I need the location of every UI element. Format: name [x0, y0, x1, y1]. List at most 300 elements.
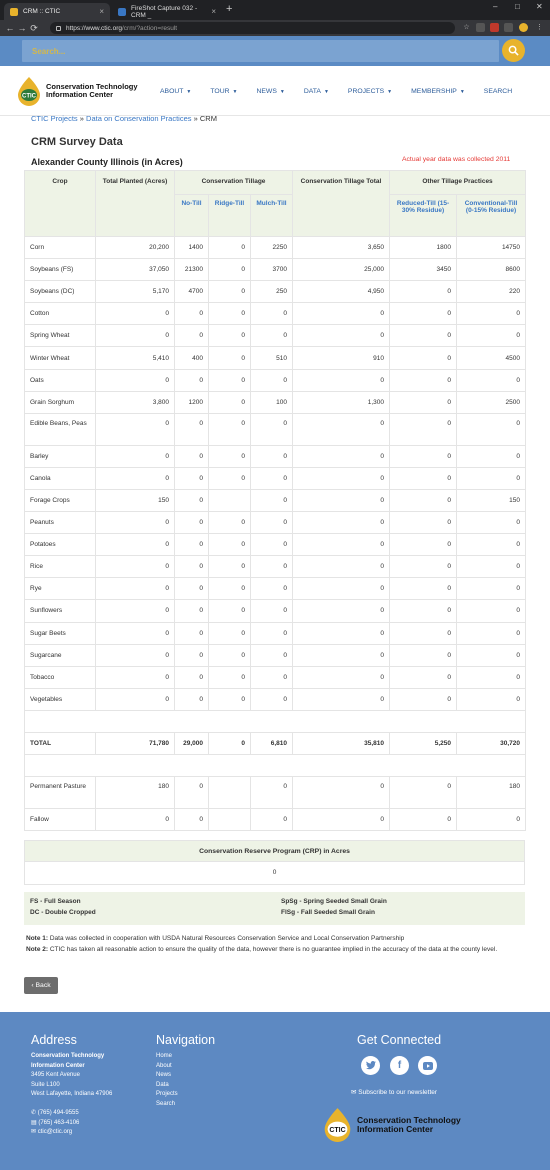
ctic-logo-icon[interactable] — [16, 76, 42, 106]
header-crop: Crop — [25, 171, 96, 237]
value-cell: 0 — [293, 467, 390, 489]
menu-icon[interactable]: ⋮ — [536, 24, 543, 31]
value-cell: 0 — [390, 578, 457, 600]
value-cell: 180 — [96, 776, 175, 808]
value-cell: 0 — [457, 644, 526, 666]
value-cell: 6,810 — [251, 732, 293, 754]
value-cell: 0 — [293, 325, 390, 347]
value-cell: 0 — [209, 600, 251, 622]
value-cell: 0 — [390, 413, 457, 445]
footer-link-home[interactable]: Home — [156, 1053, 173, 1059]
value-cell: 0 — [293, 622, 390, 644]
address-bar[interactable] — [50, 22, 455, 34]
value-cell: 0 — [209, 325, 251, 347]
value-cell: 220 — [457, 281, 526, 303]
close-window-icon[interactable]: ✕ — [536, 2, 543, 11]
search-icon — [508, 45, 519, 56]
value-cell: 0 — [209, 467, 251, 489]
chevron-down-icon: ▼ — [279, 88, 285, 95]
value-cell: 0 — [457, 622, 526, 644]
chevron-down-icon: ▼ — [186, 88, 192, 95]
crop-cell: Rye — [25, 578, 96, 600]
chevron-down-icon: ▼ — [232, 88, 238, 95]
minimize-icon[interactable]: – — [493, 2, 498, 11]
crop-cell: Spring Wheat — [25, 325, 96, 347]
spacer-row — [25, 754, 526, 776]
close-tab-icon[interactable]: × — [99, 7, 104, 16]
value-cell: 0 — [251, 622, 293, 644]
value-cell: 0 — [251, 644, 293, 666]
nav-projects[interactable]: PROJECTS ▼ — [347, 87, 393, 95]
value-cell: 0 — [457, 369, 526, 391]
value-cell: 0 — [209, 259, 251, 281]
table-row — [25, 391, 526, 413]
breadcrumb-ctic-projects[interactable]: CTIC Projects — [31, 114, 78, 123]
value-cell: 0 — [390, 347, 457, 369]
value-cell: 510 — [251, 347, 293, 369]
value-cell: 0 — [251, 578, 293, 600]
legend-box — [24, 892, 525, 925]
page-subtitle: Alexander County Illinois (in Acres) — [31, 157, 183, 167]
value-cell: 0 — [96, 325, 175, 347]
value-cell: 37,050 — [96, 259, 175, 281]
value-cell: 21300 — [175, 259, 209, 281]
value-cell: 0 — [209, 445, 251, 467]
value-cell: 0 — [293, 556, 390, 578]
value-cell: 20,200 — [96, 237, 175, 259]
site-footer — [0, 1012, 550, 1170]
value-cell: 0 — [251, 556, 293, 578]
value-cell: 0 — [457, 445, 526, 467]
star-icon[interactable]: ☆ — [463, 24, 470, 31]
value-cell: 0 — [251, 489, 293, 511]
footer-address-heading: Address — [31, 1033, 77, 1047]
footer-contact — [31, 1109, 79, 1138]
value-cell: 0 — [457, 600, 526, 622]
value-cell: 30,720 — [457, 732, 526, 754]
value-cell: 0 — [251, 413, 293, 445]
breadcrumb: CTIC Projects » Data on Conservation Practices » CRM — [31, 114, 217, 123]
value-cell: 0 — [293, 369, 390, 391]
crop-cell: Cotton — [25, 303, 96, 325]
footer-logo-text: Conservation Technology Information Center — [357, 1115, 461, 1134]
search-strip — [0, 36, 550, 66]
value-cell: 0 — [293, 489, 390, 511]
value-cell: 4500 — [457, 347, 526, 369]
crp-value: 0 — [272, 869, 277, 876]
value-cell: 0 — [175, 325, 209, 347]
value-cell: 0 — [209, 556, 251, 578]
spacer-row — [25, 710, 526, 732]
envelope-icon: ✉ — [351, 1089, 357, 1096]
legend-fs: FS - Full Season — [30, 898, 81, 905]
legend-spsg: SpSg - Spring Seeded Small Grain — [281, 898, 387, 905]
table-row — [25, 644, 526, 666]
value-cell: 0 — [96, 369, 175, 391]
reload-icon[interactable]: ⟳ — [30, 22, 38, 33]
value-cell: 0 — [175, 303, 209, 325]
value-cell: 0 — [251, 369, 293, 391]
value-cell: 0 — [209, 688, 251, 710]
nav-tour[interactable]: TOUR ▼ — [210, 87, 238, 95]
nav-data[interactable]: DATA ▼ — [303, 87, 329, 95]
header-no-till: No-Till — [175, 195, 209, 237]
nav-about[interactable]: ABOUT ▼ — [160, 87, 192, 95]
value-cell: 0 — [209, 644, 251, 666]
value-cell: 0 — [96, 644, 175, 666]
value-cell: 1400 — [175, 237, 209, 259]
value-cell: 0 — [96, 622, 175, 644]
crop-cell: Sunflowers — [25, 600, 96, 622]
value-cell: 0 — [175, 512, 209, 534]
browser-tab-active[interactable] — [4, 3, 110, 20]
value-cell: 0 — [175, 413, 209, 445]
value-cell: 0 — [96, 445, 175, 467]
value-cell: 0 — [209, 347, 251, 369]
fireshot-favicon-icon — [118, 8, 126, 16]
crop-cell: Grain Sorghum — [25, 391, 96, 413]
crop-cell: TOTAL — [25, 732, 96, 754]
table-row — [25, 578, 526, 600]
value-cell: 0 — [209, 578, 251, 600]
value-cell: 0 — [251, 776, 293, 808]
footer-nav-heading: Navigation — [156, 1033, 216, 1047]
browser-toolbar — [0, 20, 550, 36]
value-cell: 0 — [96, 467, 175, 489]
crp-title: Conservation Reserve Program (CRP) in Acres — [25, 841, 524, 862]
extension-icon[interactable] — [504, 23, 513, 32]
twitter-icon[interactable] — [361, 1056, 380, 1075]
value-cell: 0 — [293, 413, 390, 445]
value-cell: 0 — [96, 600, 175, 622]
crop-cell: Peanuts — [25, 512, 96, 534]
value-cell: 0 — [390, 776, 457, 808]
value-cell: 0 — [251, 445, 293, 467]
value-cell: 0 — [390, 666, 457, 688]
value-cell: 0 — [96, 413, 175, 445]
header-cons-tillage-total: Conservation Tillage Total — [293, 171, 390, 237]
url-host: https://www.ctic.org — [66, 24, 122, 32]
table-row — [25, 281, 526, 303]
header-ridge-till: Ridge-Till — [209, 195, 251, 237]
spacer-cell — [25, 710, 526, 732]
value-cell: 0 — [175, 578, 209, 600]
value-cell: 0 — [96, 303, 175, 325]
value-cell: 0 — [175, 556, 209, 578]
crop-cell: Winter Wheat — [25, 347, 96, 369]
total-row — [25, 732, 526, 754]
footer-link-data[interactable]: Data — [156, 1081, 169, 1088]
value-cell: 0 — [293, 578, 390, 600]
value-cell: 5,250 — [390, 732, 457, 754]
value-cell: 0 — [457, 303, 526, 325]
fax-icon: ▤ — [31, 1119, 37, 1126]
value-cell: 14750 — [457, 237, 526, 259]
table-row — [25, 347, 526, 369]
footer-connect-heading: Get Connected — [357, 1033, 442, 1047]
value-cell: 3,650 — [293, 237, 390, 259]
crm-data-table — [24, 170, 526, 831]
value-cell: 29,000 — [175, 732, 209, 754]
header-total-planted: Total Planted (Acres) — [96, 171, 175, 237]
value-cell: 0 — [390, 600, 457, 622]
chevron-down-icon: ▼ — [387, 88, 393, 95]
value-cell: 0 — [390, 556, 457, 578]
crop-cell: Corn — [25, 237, 96, 259]
value-cell: 0 — [457, 578, 526, 600]
value-cell: 0 — [209, 534, 251, 556]
value-cell: 400 — [175, 347, 209, 369]
chevron-down-icon: ▼ — [323, 88, 329, 95]
value-cell: 8600 — [457, 259, 526, 281]
table-row — [25, 666, 526, 688]
ctic-favicon-icon — [10, 8, 18, 16]
value-cell: 0 — [390, 622, 457, 644]
search-input[interactable] — [22, 40, 499, 62]
crop-cell: Fallow — [25, 808, 96, 830]
table-body — [25, 237, 526, 831]
value-cell: 0 — [251, 534, 293, 556]
value-cell: 0 — [293, 776, 390, 808]
value-cell: 0 — [251, 600, 293, 622]
value-cell: 1200 — [175, 391, 209, 413]
footer-link-news[interactable]: News — [156, 1072, 172, 1078]
footer-ctic-logo-icon — [322, 1107, 353, 1142]
crop-cell: Barley — [25, 445, 96, 467]
value-cell: 0 — [390, 391, 457, 413]
value-cell — [209, 776, 251, 808]
footer-address: Conservation Technology Information Center 3495 Kent Avenue Suite L100 West Lafayette, Indiana 47906 — [31, 1053, 113, 1097]
value-cell: 3700 — [251, 259, 293, 281]
crop-cell: Sugar Beets — [25, 622, 96, 644]
table-row — [25, 445, 526, 467]
fax-row: ▤ (765) 463-4106 — [31, 1119, 80, 1126]
value-cell: 0 — [390, 808, 457, 830]
table-row — [25, 688, 526, 710]
value-cell: 0 — [209, 732, 251, 754]
page-title: CRM Survey Data — [31, 136, 123, 148]
table-row — [25, 237, 526, 259]
value-cell: 0 — [251, 808, 293, 830]
back-button[interactable]: ‹ Back — [24, 977, 58, 994]
value-cell: 0 — [457, 808, 526, 830]
value-cell: 1,300 — [293, 391, 390, 413]
footer-link-search[interactable]: Search — [156, 1100, 176, 1107]
value-cell: 0 — [96, 578, 175, 600]
value-cell: 0 — [457, 534, 526, 556]
value-cell: 2500 — [457, 391, 526, 413]
value-cell: 5,170 — [96, 281, 175, 303]
table-row — [25, 808, 526, 830]
value-cell: 0 — [293, 666, 390, 688]
nav-membership[interactable]: MEMBERSHIP ▼ — [411, 87, 465, 95]
crop-cell: Permanent Pasture — [25, 776, 96, 808]
value-cell: 0 — [251, 303, 293, 325]
value-cell: 0 — [390, 688, 457, 710]
value-cell: 0 — [175, 445, 209, 467]
value-cell: 100 — [251, 391, 293, 413]
site-name-line1: Conservation Technology — [46, 82, 138, 91]
value-cell: 0 — [96, 666, 175, 688]
data-year-note: Actual year data was collected 2011 — [402, 156, 511, 163]
tab-title: FireShot Capture 032 - CRM _ — [131, 4, 198, 19]
site-name[interactable] — [46, 83, 138, 99]
value-cell: 0 — [209, 391, 251, 413]
crop-cell: Edible Beans, Peas — [25, 413, 96, 445]
value-cell: 0 — [390, 644, 457, 666]
browser-tab-bar — [0, 0, 550, 20]
chevron-left-icon: ‹ — [31, 982, 36, 989]
value-cell: 0 — [251, 325, 293, 347]
value-cell: 1800 — [390, 237, 457, 259]
value-cell: 0 — [457, 467, 526, 489]
value-cell: 0 — [293, 512, 390, 534]
crop-cell: Vegetables — [25, 688, 96, 710]
value-cell: 0 — [293, 808, 390, 830]
table-row — [25, 512, 526, 534]
value-cell: 71,780 — [96, 732, 175, 754]
extension-icon[interactable] — [490, 23, 499, 32]
newsletter-link[interactable]: ✉ Subscribe to our newsletter — [351, 1089, 438, 1096]
legend-dc: DC - Double Cropped — [30, 909, 96, 916]
value-cell: 0 — [293, 445, 390, 467]
value-cell: 0 — [251, 512, 293, 534]
logo-text: CTIC — [329, 1127, 346, 1135]
legend-flsg: FlSg - Fall Seeded Small Grain — [281, 909, 375, 916]
nav-search[interactable]: SEARCH — [483, 87, 513, 95]
value-cell: 250 — [251, 281, 293, 303]
value-cell: 0 — [390, 467, 457, 489]
value-cell: 0 — [457, 666, 526, 688]
crop-cell: Oats — [25, 369, 96, 391]
value-cell: 0 — [293, 688, 390, 710]
value-cell: 150 — [96, 489, 175, 511]
footer-link-projects[interactable]: Projects — [156, 1091, 178, 1097]
value-cell: 0 — [209, 413, 251, 445]
table-row — [25, 600, 526, 622]
footer-link-about[interactable]: About — [156, 1062, 172, 1069]
site-name-line2: Information Center — [46, 90, 114, 99]
facebook-icon[interactable]: f — [390, 1056, 409, 1075]
note-1: Note 1: Data was collected in cooperation with USDA Natural Resources Conservation Service and Local Conservation Partnership — [26, 935, 405, 942]
logo-text: CTIC — [22, 93, 36, 100]
value-cell: 0 — [390, 303, 457, 325]
header-other-tillage: Other Tillage Practices — [390, 171, 526, 195]
crop-cell: Soybeans (DC) — [25, 281, 96, 303]
value-cell: 910 — [293, 347, 390, 369]
browser-tab[interactable] — [112, 3, 222, 20]
search-button[interactable] — [502, 39, 525, 62]
email-row[interactable]: ✉ ctic@ctic.org — [31, 1129, 73, 1135]
value-cell: 0 — [457, 688, 526, 710]
phone-icon: ✆ — [31, 1110, 37, 1116]
value-cell: 0 — [457, 556, 526, 578]
value-cell: 180 — [457, 776, 526, 808]
value-cell — [209, 489, 251, 511]
main-nav — [160, 66, 531, 116]
value-cell: 0 — [209, 237, 251, 259]
table-row — [25, 413, 526, 445]
value-cell: 0 — [209, 303, 251, 325]
header-reduced-till: Reduced-Till (15-30% Residue) — [390, 195, 457, 237]
value-cell: 0 — [175, 666, 209, 688]
nav-news[interactable]: NEWS ▼ — [256, 87, 285, 95]
table-row — [25, 556, 526, 578]
value-cell: 0 — [175, 467, 209, 489]
header-conservation-tillage: Conservation Tillage — [175, 171, 293, 195]
value-cell: 0 — [390, 534, 457, 556]
table-row — [25, 622, 526, 644]
new-tab-icon[interactable]: + — [226, 3, 233, 15]
tab-title: CRM :: CTIC — [23, 8, 61, 15]
crop-cell: Canola — [25, 467, 96, 489]
youtube-icon[interactable] — [418, 1056, 437, 1075]
value-cell: 0 — [390, 512, 457, 534]
value-cell: 0 — [390, 489, 457, 511]
lock-icon — [56, 26, 61, 31]
value-cell: 0 — [175, 534, 209, 556]
value-cell: 0 — [175, 369, 209, 391]
back-arrow-icon[interactable]: ← — [5, 23, 15, 33]
spacer-cell — [25, 754, 526, 776]
value-cell: 0 — [175, 688, 209, 710]
value-cell: 0 — [390, 325, 457, 347]
value-cell: 0 — [251, 688, 293, 710]
value-cell: 0 — [175, 776, 209, 808]
profile-avatar[interactable] — [519, 23, 528, 32]
forward-arrow-icon[interactable]: → — [17, 23, 27, 33]
value-cell: 0 — [457, 512, 526, 534]
value-cell: 0 — [96, 688, 175, 710]
maximize-icon[interactable]: □ — [515, 2, 520, 11]
value-cell: 0 — [251, 467, 293, 489]
note-2: Note 2: CTIC has taken all reasonable action to ensure the quality of the data, however there is no guarantee implied in the accuracy of the data at the county level. — [26, 946, 498, 953]
value-cell: 35,810 — [293, 732, 390, 754]
table-row — [25, 303, 526, 325]
value-cell: 0 — [293, 644, 390, 666]
table-row — [25, 369, 526, 391]
table-row — [25, 259, 526, 281]
value-cell: 0 — [251, 666, 293, 688]
value-cell: 0 — [96, 534, 175, 556]
value-cell: 0 — [390, 281, 457, 303]
value-cell: 3,800 — [96, 391, 175, 413]
table-row — [25, 534, 526, 556]
crop-cell: Sugarcane — [25, 644, 96, 666]
value-cell: 150 — [457, 489, 526, 511]
value-cell: 0 — [209, 512, 251, 534]
crop-cell: Tobacco — [25, 666, 96, 688]
close-tab-icon[interactable]: × — [211, 7, 216, 16]
envelope-icon: ✉ — [31, 1129, 37, 1135]
value-cell: 25,000 — [293, 259, 390, 281]
url-path: /crm/?action=result — [122, 24, 178, 32]
value-cell: 0 — [175, 644, 209, 666]
crop-cell: Potatoes — [25, 534, 96, 556]
notes — [26, 934, 521, 955]
value-cell: 0 — [96, 808, 175, 830]
value-cell: 5,410 — [96, 347, 175, 369]
breadcrumb-data-practices[interactable]: Data on Conservation Practices — [86, 114, 192, 123]
breadcrumb-current: CRM — [199, 114, 217, 123]
value-cell: 0 — [96, 556, 175, 578]
value-cell: 2250 — [251, 237, 293, 259]
value-cell: 0 — [175, 622, 209, 644]
table-row — [25, 776, 526, 808]
extension-icon[interactable] — [476, 23, 485, 32]
phone-row[interactable]: ✆ (765) 494-9555 — [31, 1110, 79, 1116]
crop-cell: Forage Crops — [25, 489, 96, 511]
